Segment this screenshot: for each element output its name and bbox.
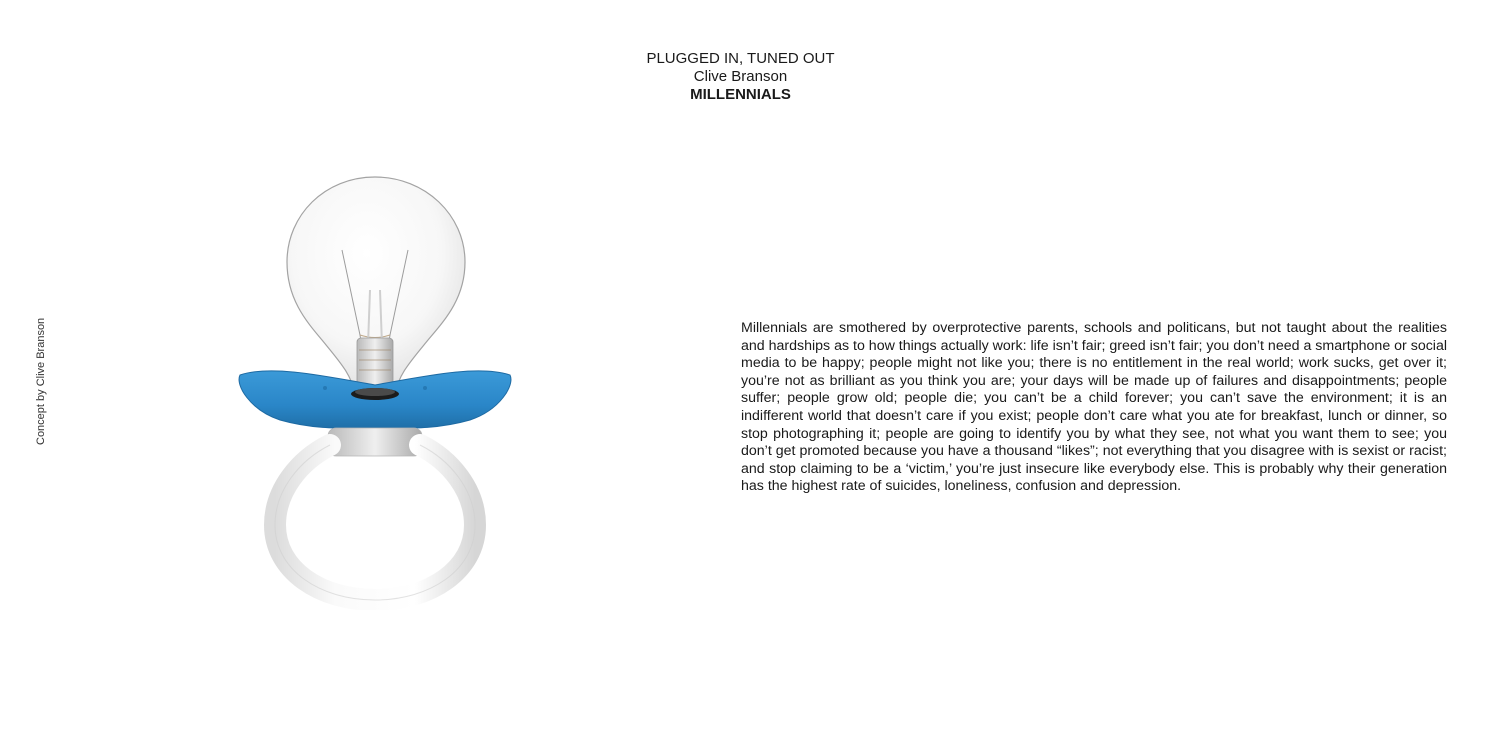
section-title: MILLENNIALS [690,86,791,103]
page-header [0,50,1481,104]
page-title: PLUGGED IN, TUNED OUT [646,50,835,67]
author-name: Clive Branson [693,68,788,85]
lightbulb-pacifier-illustration [230,170,520,610]
concept-credit: Concept by Clive Branson [35,317,47,445]
lightbulb-pacifier-icon [230,170,520,610]
body-paragraph: Millennials are smothered by overprotective parents, schools and politicans, but not taught about the realities and hardships as to how things actually work: life isn’t fair; greed isn’t fair; you don’t need a smartphone or social media to be happy; people might not like you; there is no entitlement in the real world; work sucks, get over it; you’re not as brilliant as you think you are; your days will be made up of failures and disappointments; people suffer; people grow old; people die; you can’t be a child forever; you can’t save the environment; it is an indifferent world that doesn’t care if you exist; people don’t care what you ate for breakfast, lunch or dinner, so stop photographing it; people are going to identify you by what they see, not what you want them to see; you don’t get promoted because you have a thousand “likes”; not everything that you disagree with is sexist or racist; and stop claiming to be a ‘victim,’ you’re just insecure like everybody else. This is probably why their generation has the highest rate of suicides, loneliness, confusion and depression. [741,320,1447,495]
